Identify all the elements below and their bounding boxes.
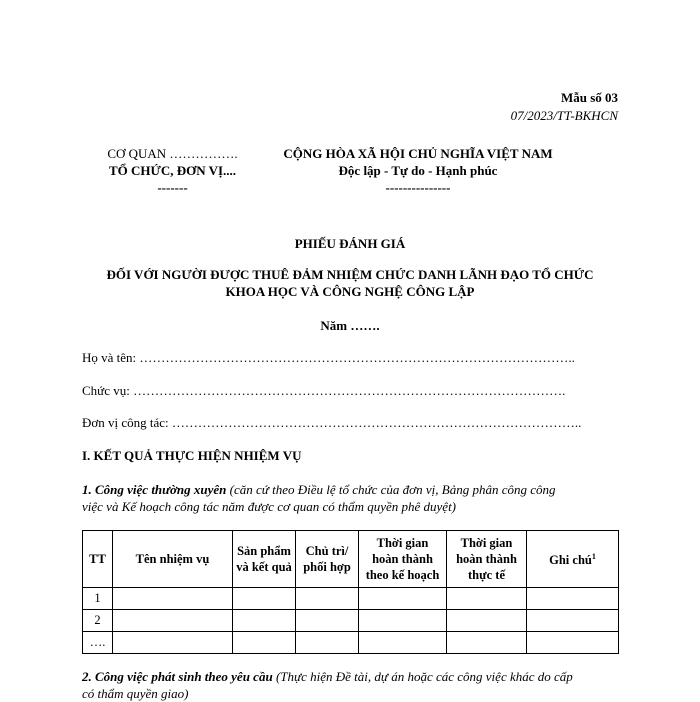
- table-cell[interactable]: [447, 632, 527, 654]
- row-number: 1: [83, 588, 113, 610]
- table-cell[interactable]: [233, 632, 296, 654]
- table-cell[interactable]: [113, 632, 233, 654]
- header-note: Ghi chú$^1$: [527, 531, 619, 588]
- table-cell[interactable]: [113, 588, 233, 610]
- header-task-name: Tên nhiệm vụ: [113, 531, 233, 588]
- national-motto: Độc lập - Tự do - Hạnh phúc: [338, 163, 498, 178]
- subsection-1-label: 1. Công việc thường xuyên: [82, 482, 227, 497]
- table-row: [83, 632, 619, 654]
- subsection-2-line2: có thẩm quyền giao): [82, 686, 189, 701]
- table-cell[interactable]: [359, 588, 447, 610]
- document-year: Năm …….: [320, 318, 380, 333]
- header-actual-time: Thời gian hoàn thành thực tế: [447, 531, 527, 588]
- header-lead: Chủ trì/ phối hợp: [296, 531, 359, 588]
- table-cell[interactable]: [296, 632, 359, 654]
- table-cell[interactable]: [527, 610, 619, 632]
- table-cell[interactable]: [359, 632, 447, 654]
- subsection-2-desc: (Thực hiện Đề tài, dự án hoặc các công việc khác do cấp: [272, 669, 573, 684]
- table-row: [83, 588, 619, 610]
- table-cell[interactable]: [447, 588, 527, 610]
- agency-unit: TỔ CHỨC, ĐƠN VỊ....: [108, 163, 237, 178]
- national-divider: ---------------: [385, 180, 451, 195]
- table-cell[interactable]: [233, 610, 296, 632]
- subsection-1-line1: [82, 482, 622, 498]
- table-cell[interactable]: [447, 610, 527, 632]
- table-cell[interactable]: [527, 588, 619, 610]
- table-cell[interactable]: [113, 610, 233, 632]
- footnote-marker: 1: [591, 552, 596, 562]
- table-cell[interactable]: [359, 610, 447, 632]
- table-cell[interactable]: [527, 632, 619, 654]
- table-row: [83, 610, 619, 632]
- name-field[interactable]: Họ và tên: ………………………………………………………………………………………..: [82, 350, 575, 365]
- subsection-1-line2: việc và Kế hoạch công tác năm được cơ quan có thẩm quyền phê duyệt): [82, 499, 457, 514]
- table-header-row: [83, 531, 619, 588]
- document-subtitle-line2: KHOA HỌC VÀ CÔNG NGHỆ CÔNG LẬP: [225, 284, 475, 299]
- document-title: PHIẾU ĐÁNH GIÁ: [294, 236, 406, 251]
- table-cell[interactable]: [233, 588, 296, 610]
- tasks-table: [82, 530, 619, 654]
- header-planned-time: Thời gian hoàn thành theo kế hoạch: [359, 531, 447, 588]
- table-cell[interactable]: [296, 610, 359, 632]
- subsection-2-label: 2. Công việc phát sinh theo yêu cầu: [82, 669, 273, 684]
- section-heading: I. KẾT QUẢ THỰC HIỆN NHIỆM VỤ: [82, 448, 302, 463]
- header-product: Sản phẩm và kết quả: [233, 531, 296, 588]
- form-number: Mẫu số 03: [560, 90, 618, 105]
- unit-field[interactable]: Đơn vị công tác: …………………………………………………………………………………..: [82, 415, 582, 430]
- subsection-2-line1: [82, 669, 622, 685]
- agency-divider: -------: [157, 180, 188, 195]
- position-field[interactable]: Chức vụ: ……………………………………………………………………………………….: [82, 383, 566, 398]
- header-tt: TT: [83, 531, 113, 588]
- table-cell[interactable]: [296, 588, 359, 610]
- row-number: 2: [83, 610, 113, 632]
- national-title: CỘNG HÒA XÃ HỘI CHỦ NGHĨA VIỆT NAM: [283, 146, 553, 161]
- circular-number: 07/2023/TT-BKHCN: [510, 108, 618, 123]
- row-number: ….: [83, 632, 113, 654]
- document-subtitle-line1: ĐỐI VỚI NGƯỜI ĐƯỢC THUÊ ĐẢM NHIỆM CHỨC DANH LÃNH ĐẠO TỔ CHỨC: [106, 267, 594, 282]
- agency-name: CƠ QUAN …………….: [107, 146, 238, 161]
- subsection-1-desc: (căn cứ theo Điều lệ tổ chức của đơn vị, Bảng phân công công: [226, 482, 556, 497]
